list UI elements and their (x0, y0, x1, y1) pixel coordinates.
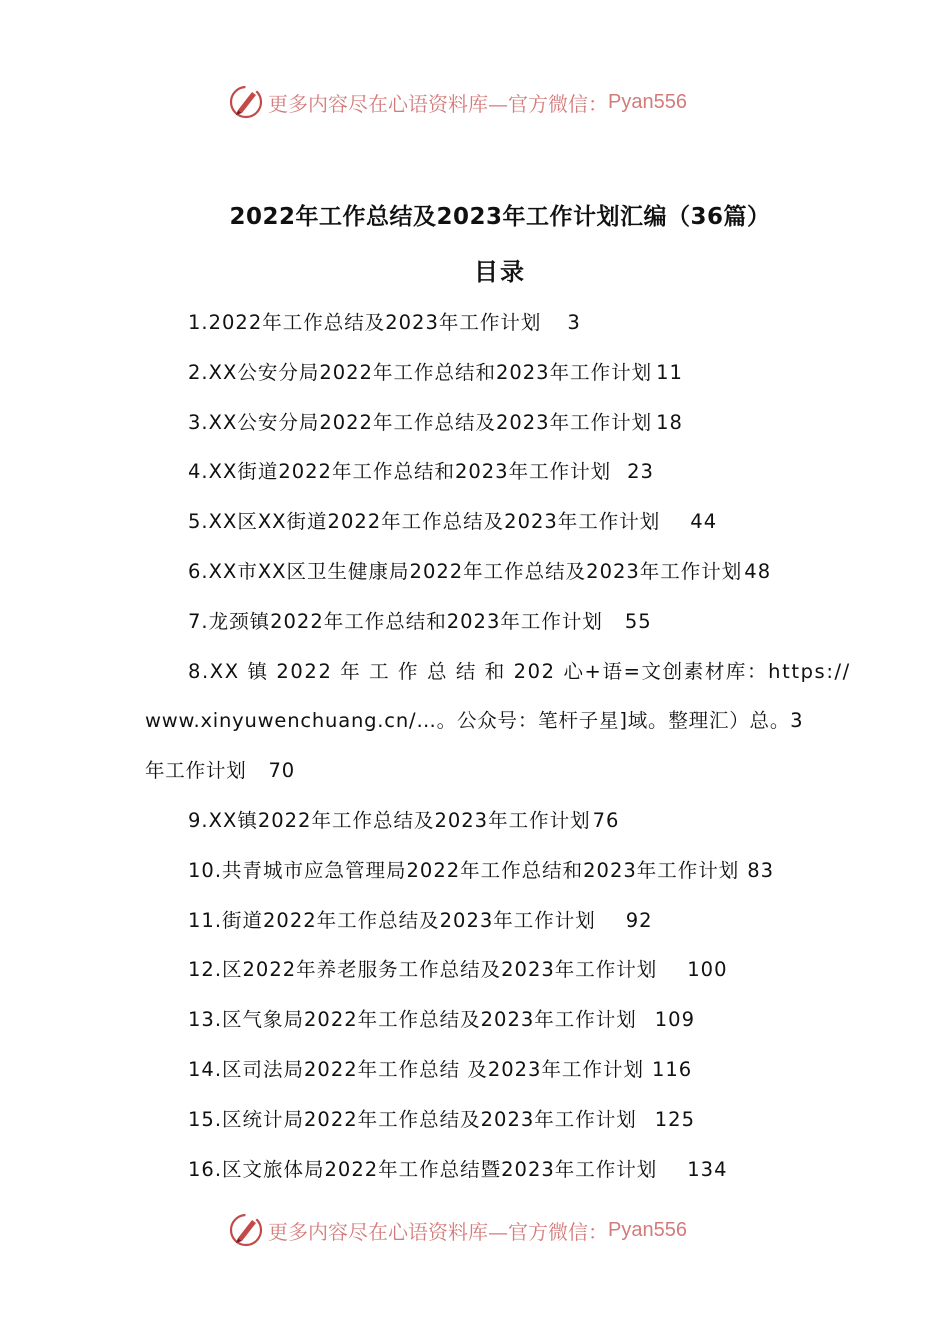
toc-item-page: 23 (627, 460, 654, 484)
toc-item-page: 134 (687, 1157, 728, 1181)
toc-item-page: 48 (744, 559, 772, 583)
watermark-text: 更多内容尽在心语资料库—官方微信： (268, 91, 608, 116)
pen-circle-logo-icon (228, 1212, 264, 1248)
toc-item-title: 11.街道2022年工作总结及2023年工作计划 (188, 908, 596, 932)
toc-item-title: 9.XX镇2022年工作总结及2023年工作计划 (188, 808, 591, 832)
table-of-contents (0, 298, 950, 1194)
toc-item-page: 11 (656, 360, 683, 384)
toc-item-title: 1.2022年工作总结及2023年工作计划 (188, 311, 542, 334)
toc-item-page: 92 (625, 908, 653, 932)
toc-item-title: 12.区2022年养老服务工作总结及2023年工作计划 (188, 958, 658, 982)
watermark-text: 更多内容尽在心语资料库—官方微信： (268, 1219, 608, 1244)
toc-item-title: 4.XX街道2022年工作总结和2023年工作计划 (188, 460, 612, 484)
toc-item[interactable] (0, 298, 950, 348)
toc-item-page: 125 (654, 1107, 695, 1131)
wechat-id: Pyan556 (608, 1218, 687, 1241)
toc-item-title: 14.区司法局2022年工作总结 及2023年工作计划 (188, 1057, 644, 1081)
header-watermark-banner (228, 82, 728, 122)
toc-heading: 目录 (474, 258, 526, 286)
toc-item-title: 2.XX公安分局2022年工作总结和2023年工作计划 (188, 360, 653, 384)
wechat-id: Pyan556 (608, 90, 687, 113)
toc-item-title: 15.区统计局2022年工作总结及2023年工作计划 (188, 1107, 637, 1131)
toc-item-title: 16.区文旅体局2022年工作总结暨2023年工作计划 (188, 1157, 658, 1181)
toc-item-page: 55 (624, 609, 652, 633)
toc-item[interactable] (0, 447, 950, 497)
toc-item-wrapped[interactable] (0, 647, 950, 796)
toc-item[interactable] (0, 547, 950, 597)
pen-circle-logo-icon (228, 84, 264, 120)
toc-item[interactable] (0, 497, 950, 547)
toc-item-line-3 (0, 746, 950, 796)
toc-item[interactable] (0, 597, 950, 647)
toc-item[interactable] (0, 846, 950, 896)
toc-item-page: 44 (690, 510, 718, 534)
toc-item-title: 年工作计划 (145, 759, 247, 783)
toc-item-page: 18 (656, 410, 683, 434)
toc-item-page: 100 (687, 958, 728, 982)
toc-item[interactable] (0, 945, 950, 995)
toc-item-title: 13.区气象局2022年工作总结及2023年工作计划 (188, 1008, 637, 1032)
toc-item-line-2: www.xinyuwenchuang.cn/…。公众号：笔杆子星]域。整理汇）总。3 (145, 709, 804, 733)
toc-item[interactable] (0, 398, 950, 448)
document-title: 2022年工作总结及2023年工作计划汇编（36篇） (229, 204, 771, 230)
toc-item[interactable] (0, 896, 950, 946)
toc-item-page: 109 (654, 1008, 695, 1032)
toc-item-page: 76 (592, 808, 620, 832)
toc-item[interactable] (0, 796, 950, 846)
toc-item-page: 3 (567, 311, 581, 334)
toc-item-page: 70 (268, 759, 295, 783)
toc-item[interactable] (0, 348, 950, 398)
toc-item[interactable] (0, 995, 950, 1045)
toc-item[interactable] (0, 1145, 950, 1195)
toc-item-title: 3.XX公安分局2022年工作总结及2023年工作计划 (188, 410, 653, 434)
toc-item-page: 83 (747, 858, 775, 882)
toc-item-title: 7.龙颈镇2022年工作总结和2023年工作计划 (188, 609, 603, 633)
toc-item-title: 5.XX区XX街道2022年工作总结及2023年工作计划 (188, 510, 661, 534)
toc-item-page: 116 (651, 1057, 693, 1081)
toc-item[interactable] (0, 1045, 950, 1095)
toc-item[interactable] (0, 1095, 950, 1145)
toc-item-title: 10.共青城市应急管理局2022年工作总结和2023年工作计划 (188, 858, 740, 882)
toc-item-title: 6.XX市XX区卫生健康局2022年工作总结及2023年工作计划 (188, 559, 743, 583)
footer-watermark-banner (228, 1210, 728, 1250)
toc-item-line-1: 8.XX 镇 2022 年 工 作 总 结 和 202 心+语=文创素材库：https:// (188, 659, 851, 683)
